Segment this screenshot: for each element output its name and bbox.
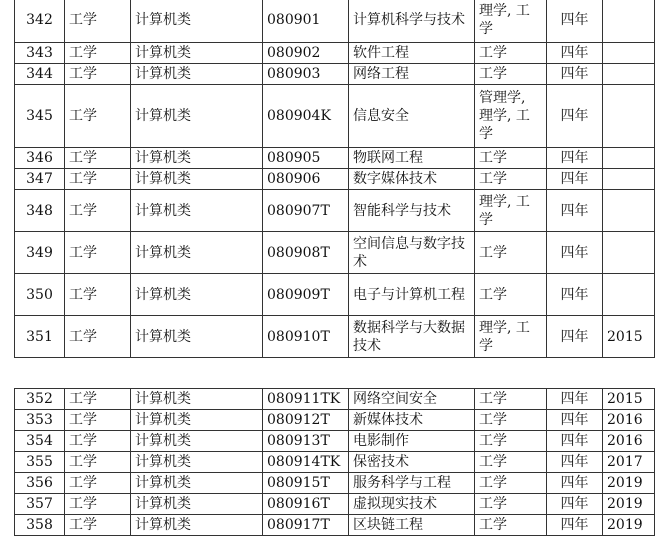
duration-cell: 四年	[547, 316, 603, 358]
duration-cell: 四年	[547, 64, 603, 85]
major-name-cell: 数据科学与大数据技术	[349, 316, 475, 358]
class-cell: 计算机类	[131, 169, 263, 190]
code-cell: 080904K	[263, 85, 349, 148]
major-name-cell: 区块链工程	[349, 515, 475, 536]
major-name-cell: 服务科学与工程	[349, 473, 475, 494]
duration-cell: 四年	[547, 515, 603, 536]
duration-cell: 四年	[547, 452, 603, 473]
discipline-cell: 工学	[65, 85, 131, 148]
row-number-cell: 347	[15, 169, 65, 190]
discipline-cell: 工学	[65, 148, 131, 169]
class-cell: 计算机类	[131, 389, 263, 410]
row-number-cell: 342	[15, 0, 65, 43]
class-cell: 计算机类	[131, 232, 263, 274]
code-cell: 080914TK	[263, 452, 349, 473]
duration-cell: 四年	[547, 274, 603, 316]
year-cell: 2017	[603, 452, 655, 473]
year-cell: 2019	[603, 515, 655, 536]
table-row	[15, 85, 655, 148]
duration-cell: 四年	[547, 0, 603, 43]
major-table-upper	[14, 0, 655, 358]
discipline-cell: 工学	[65, 64, 131, 85]
discipline-cell: 工学	[65, 316, 131, 358]
row-number-cell: 349	[15, 232, 65, 274]
degree-cell: 工学	[475, 389, 547, 410]
year-cell	[603, 148, 655, 169]
discipline-cell: 工学	[65, 169, 131, 190]
duration-cell: 四年	[547, 232, 603, 274]
discipline-cell: 工学	[65, 410, 131, 431]
degree-cell: 工学	[475, 515, 547, 536]
page-break-gap	[0, 368, 665, 388]
row-number-cell: 343	[15, 43, 65, 64]
major-name-cell: 信息安全	[349, 85, 475, 148]
class-cell: 计算机类	[131, 515, 263, 536]
major-name-cell: 计算机科学与技术	[349, 0, 475, 43]
row-number-cell: 357	[15, 494, 65, 515]
code-cell: 080902	[263, 43, 349, 64]
row-number-cell: 346	[15, 148, 65, 169]
class-cell: 计算机类	[131, 410, 263, 431]
code-cell: 080905	[263, 148, 349, 169]
table-row	[15, 43, 655, 64]
degree-cell: 工学	[475, 274, 547, 316]
degree-cell: 理学, 工学	[475, 316, 547, 358]
discipline-cell: 工学	[65, 431, 131, 452]
major-name-cell: 物联网工程	[349, 148, 475, 169]
degree-cell: 工学	[475, 232, 547, 274]
duration-cell: 四年	[547, 473, 603, 494]
discipline-cell: 工学	[65, 232, 131, 274]
degree-cell: 理学, 工学	[475, 190, 547, 232]
major-name-cell: 网络工程	[349, 64, 475, 85]
row-number-cell: 350	[15, 274, 65, 316]
class-cell: 计算机类	[131, 494, 263, 515]
table-row	[15, 494, 655, 515]
discipline-cell: 工学	[65, 274, 131, 316]
code-cell: 080908T	[263, 232, 349, 274]
year-cell	[603, 232, 655, 274]
major-name-cell: 智能科学与技术	[349, 190, 475, 232]
year-cell	[603, 0, 655, 43]
class-cell: 计算机类	[131, 43, 263, 64]
degree-cell: 工学	[475, 43, 547, 64]
table-row	[15, 274, 655, 316]
major-name-cell: 电子与计算机工程	[349, 274, 475, 316]
duration-cell: 四年	[547, 494, 603, 515]
code-cell: 080909T	[263, 274, 349, 316]
row-number-cell: 352	[15, 389, 65, 410]
class-cell: 计算机类	[131, 431, 263, 452]
table-row	[15, 389, 655, 410]
duration-cell: 四年	[547, 190, 603, 232]
class-cell: 计算机类	[131, 274, 263, 316]
year-cell: 2019	[603, 473, 655, 494]
code-cell: 080906	[263, 169, 349, 190]
major-name-cell: 软件工程	[349, 43, 475, 64]
code-cell: 080917T	[263, 515, 349, 536]
duration-cell: 四年	[547, 431, 603, 452]
class-cell: 计算机类	[131, 316, 263, 358]
table-row	[15, 190, 655, 232]
row-number-cell: 345	[15, 85, 65, 148]
table-row	[15, 473, 655, 494]
degree-cell: 理学, 工学	[475, 0, 547, 43]
discipline-cell: 工学	[65, 190, 131, 232]
discipline-cell: 工学	[65, 0, 131, 43]
year-cell: 2016	[603, 410, 655, 431]
row-number-cell: 355	[15, 452, 65, 473]
table-row	[15, 64, 655, 85]
class-cell: 计算机类	[131, 148, 263, 169]
table-row	[15, 515, 655, 536]
row-number-cell: 358	[15, 515, 65, 536]
discipline-cell: 工学	[65, 452, 131, 473]
degree-cell: 工学	[475, 452, 547, 473]
year-cell	[603, 190, 655, 232]
major-name-cell: 新媒体技术	[349, 410, 475, 431]
major-name-cell: 空间信息与数字技术	[349, 232, 475, 274]
year-cell: 2019	[603, 494, 655, 515]
class-cell: 计算机类	[131, 85, 263, 148]
degree-cell: 工学	[475, 169, 547, 190]
table-row	[15, 316, 655, 358]
year-cell: 2015	[603, 389, 655, 410]
year-cell	[603, 274, 655, 316]
major-name-cell: 网络空间安全	[349, 389, 475, 410]
row-number-cell: 354	[15, 431, 65, 452]
degree-cell: 工学	[475, 494, 547, 515]
major-table-lower	[14, 388, 655, 536]
table-row	[15, 0, 655, 43]
table-row	[15, 431, 655, 452]
duration-cell: 四年	[547, 410, 603, 431]
row-number-cell: 356	[15, 473, 65, 494]
code-cell: 080915T	[263, 473, 349, 494]
table-row	[15, 410, 655, 431]
year-cell	[603, 43, 655, 64]
code-cell: 080912T	[263, 410, 349, 431]
duration-cell: 四年	[547, 169, 603, 190]
degree-cell: 工学	[475, 148, 547, 169]
code-cell: 080910T	[263, 316, 349, 358]
year-cell: 2015	[603, 316, 655, 358]
code-cell: 080903	[263, 64, 349, 85]
duration-cell: 四年	[547, 85, 603, 148]
row-number-cell: 351	[15, 316, 65, 358]
discipline-cell: 工学	[65, 473, 131, 494]
class-cell: 计算机类	[131, 473, 263, 494]
degree-cell: 工学	[475, 473, 547, 494]
degree-cell: 工学	[475, 431, 547, 452]
discipline-cell: 工学	[65, 494, 131, 515]
discipline-cell: 工学	[65, 515, 131, 536]
code-cell: 080901	[263, 0, 349, 43]
discipline-cell: 工学	[65, 389, 131, 410]
class-cell: 计算机类	[131, 452, 263, 473]
degree-cell: 工学	[475, 410, 547, 431]
class-cell: 计算机类	[131, 190, 263, 232]
degree-cell: 工学	[475, 64, 547, 85]
discipline-cell: 工学	[65, 43, 131, 64]
code-cell: 080907T	[263, 190, 349, 232]
table-row	[15, 452, 655, 473]
table-row	[15, 148, 655, 169]
major-name-cell: 数字媒体技术	[349, 169, 475, 190]
code-cell: 080911TK	[263, 389, 349, 410]
row-number-cell: 353	[15, 410, 65, 431]
table-row	[15, 232, 655, 274]
row-number-cell: 348	[15, 190, 65, 232]
year-cell	[603, 169, 655, 190]
year-cell: 2016	[603, 431, 655, 452]
code-cell: 080913T	[263, 431, 349, 452]
table-row	[15, 169, 655, 190]
major-name-cell: 电影制作	[349, 431, 475, 452]
code-cell: 080916T	[263, 494, 349, 515]
class-cell: 计算机类	[131, 0, 263, 43]
degree-cell: 管理学, 理学, 工学	[475, 85, 547, 148]
year-cell	[603, 85, 655, 148]
year-cell	[603, 64, 655, 85]
duration-cell: 四年	[547, 389, 603, 410]
row-number-cell: 344	[15, 64, 65, 85]
major-name-cell: 虚拟现实技术	[349, 494, 475, 515]
duration-cell: 四年	[547, 148, 603, 169]
class-cell: 计算机类	[131, 64, 263, 85]
major-name-cell: 保密技术	[349, 452, 475, 473]
duration-cell: 四年	[547, 43, 603, 64]
